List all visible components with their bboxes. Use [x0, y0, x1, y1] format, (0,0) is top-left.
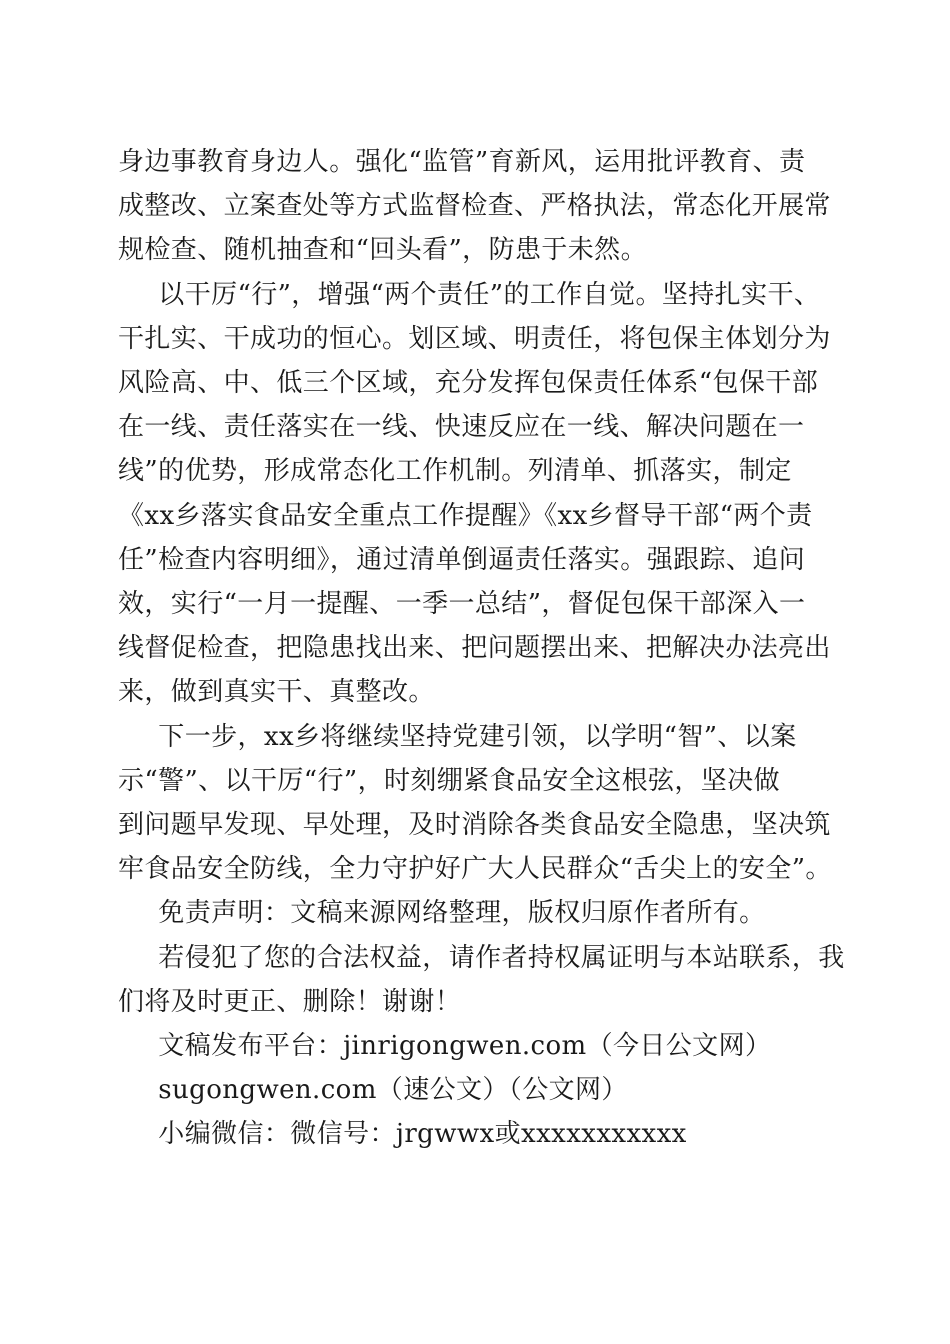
document-footer	[118, 891, 845, 1156]
text-line: 线督促检查，把隐患找出来、把问题摆出来、把解决办法亮出	[118, 633, 831, 664]
paragraph-2	[118, 273, 830, 715]
text-line: 以干厉“行”，增强“两个责任”的工作自觉。坚持扎实干、	[158, 279, 821, 310]
text-line: 规检查、随机抽查和“回头看”，防患于未然。	[118, 235, 647, 266]
text-line: 线”的优势，形成常态化工作机制。列清单、抓落实，制定	[118, 456, 792, 487]
platform-text: 文稿发布平台：jinrigongwen.com（今日公文网）	[158, 1031, 772, 1062]
text-line: 牢食品安全防线，全力守护好广大人民群众“舌尖上的安全”。	[118, 854, 832, 885]
text-line: 任”检查内容明细》，通过清单倒逼责任落实。强跟踪、追问	[118, 544, 806, 575]
text-line: 成整改、立案查处等方式监督检查、严格执法，常态化开展常	[118, 191, 831, 222]
text-line: 在一线、责任落实在一线、快速反应在一线、解决问题在一	[118, 412, 805, 443]
disclaimer-text: 免责声明：文稿来源网络整理，版权归原作者所有。	[158, 898, 766, 929]
platform-text-2: sugongwen.com（速公文）（公文网）	[158, 1075, 628, 1106]
text-line: 示“警”、以干厉“行”，时刻绷紧食品安全这根弦，坚决做	[118, 765, 780, 796]
paragraph-3	[118, 715, 830, 892]
text-line: 下一步，xx乡将继续坚持党建引领，以学明“智”、以案	[158, 721, 797, 752]
text-line: 风险高、中、低三个区域，充分发挥包保责任体系“包保干部	[118, 368, 819, 399]
infringement-notice-cont: 们将及时更正、删除！谢谢！	[118, 986, 462, 1017]
text-line: 到问题早发现、早处理，及时消除各类食品安全隐患，坚决筑	[118, 810, 831, 841]
infringement-notice: 若侵犯了您的合法权益，请作者持权属证明与本站联系，我	[158, 942, 845, 973]
text-line: 干扎实、干成功的恒心。划区域、明责任，将包保主体划分为	[118, 323, 831, 354]
paragraph-1	[118, 140, 830, 273]
text-line: 《xx乡落实食品安全重点工作提醒》《xx乡督导干部“两个责	[118, 500, 813, 531]
text-line: 效，实行“一月一提醒、一季一总结”，督促包保干部深入一	[118, 589, 806, 620]
text-line: 来，做到真实干、真整改。	[118, 677, 435, 708]
wechat-text: 小编微信：微信号：jrgwwx或xxxxxxxxxxx	[158, 1119, 687, 1150]
text-line: 身边事教育身边人。强化“监管”育新风，运用批评教育、责	[118, 147, 806, 177]
document-page	[118, 140, 845, 1157]
